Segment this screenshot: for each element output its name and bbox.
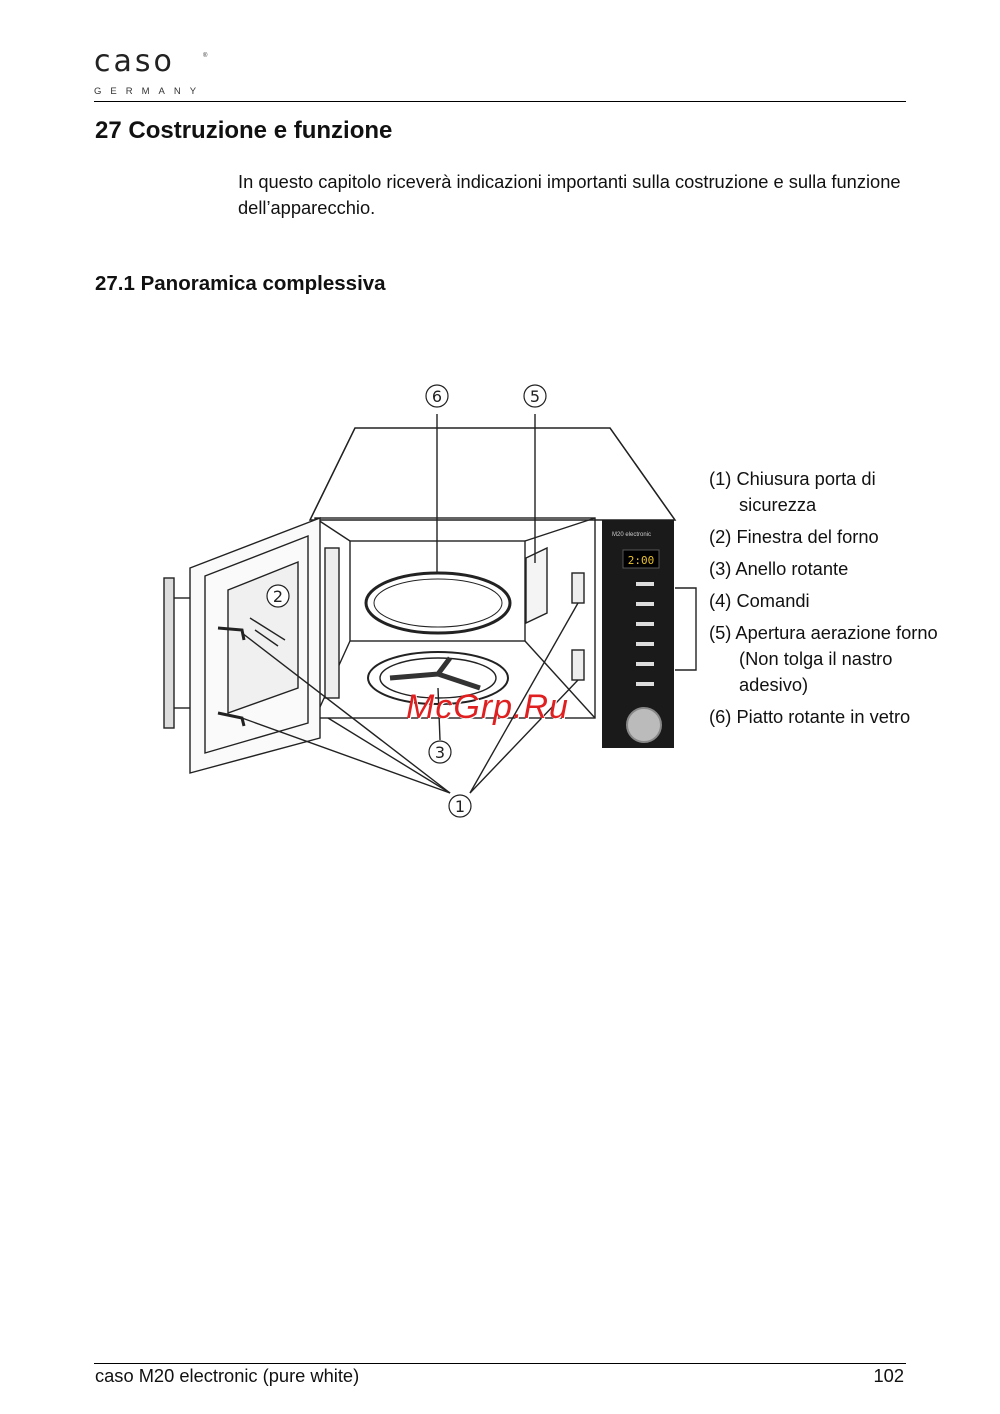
subsection-title: 27.1 Panoramica complessiva	[95, 272, 386, 295]
glass-turntable	[366, 573, 510, 633]
microwave-diagram	[150, 378, 710, 828]
callout-3: 3	[434, 743, 446, 762]
footer-rule	[94, 1363, 906, 1364]
legend-item: (3) Anello rotante	[709, 558, 849, 579]
callout-6: 6	[431, 387, 443, 406]
control-knob	[627, 708, 661, 742]
parts-legend	[709, 466, 939, 736]
watermark: McGrp.Ru	[406, 688, 569, 726]
page-number: 102	[873, 1365, 904, 1386]
vent-opening	[526, 548, 547, 623]
header-rule	[94, 101, 906, 102]
logo-wordmark: caso	[94, 44, 175, 79]
caso-logo	[94, 44, 210, 98]
section-intro: In questo capitolo riceverà indicazioni importanti sulla costruzione e sulla funzione dell’apparecchio.	[238, 171, 901, 218]
callout-2: 2	[272, 587, 284, 606]
legend-item: (6) Piatto rotante in vetro	[709, 706, 911, 727]
display-time: 2:00	[627, 554, 655, 567]
legend-item: (5) Apertura aerazione forno (Non tolga il nastro adesivo)	[709, 622, 938, 695]
section-title: 27 Costruzione e funzione	[95, 117, 393, 144]
legend-item: (2) Finestra del forno	[709, 526, 879, 547]
legend-item: (4) Comandi	[709, 590, 810, 611]
panel-model: M20 electronic	[612, 532, 652, 538]
callout-1: 1	[454, 797, 466, 816]
callout-5: 5	[529, 387, 541, 406]
legend-item: (1) Chiusura porta di sicurezza	[709, 468, 876, 515]
control-panel	[602, 520, 674, 748]
logo-registered-mark: ®	[203, 53, 208, 59]
footer-product: caso M20 electronic (pure white)	[95, 1365, 360, 1386]
logo-subtitle: GERMANY	[94, 86, 206, 97]
